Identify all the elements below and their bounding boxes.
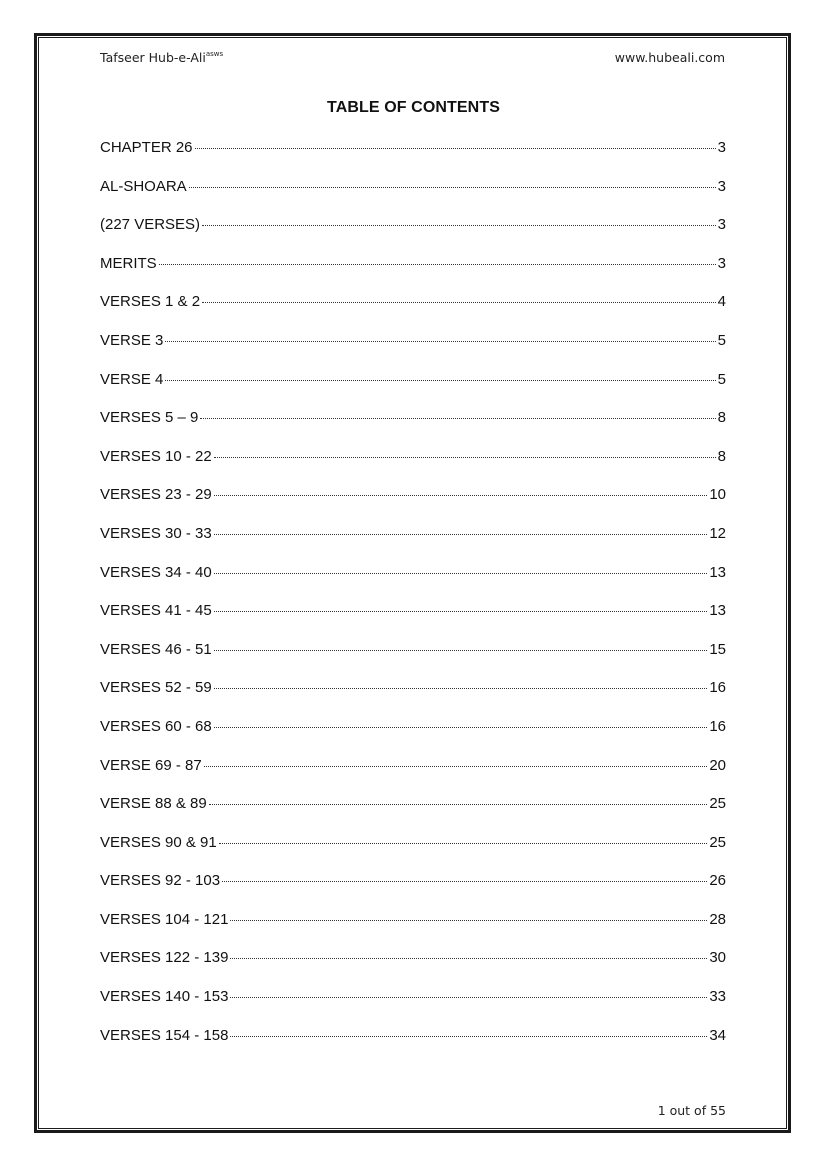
toc-dot-leader — [230, 993, 707, 998]
toc-entry[interactable] — [100, 679, 726, 718]
toc-entry-page: 4 — [717, 293, 726, 311]
toc-entry[interactable] — [100, 409, 726, 448]
toc-entry-label: VERSES 52 - 59 — [100, 679, 212, 697]
toc-entry-label: VERSES 10 - 22 — [100, 447, 212, 465]
toc-entry[interactable] — [100, 911, 726, 950]
toc-dot-leader — [209, 800, 708, 805]
toc-entry[interactable] — [100, 371, 726, 410]
toc-dot-leader — [189, 183, 716, 188]
toc-dot-leader — [214, 453, 716, 458]
toc-entry-page: 3 — [717, 216, 726, 234]
toc-entry-page: 12 — [709, 524, 726, 542]
toc-dot-leader — [165, 337, 715, 342]
toc-entry-page: 30 — [709, 949, 726, 967]
toc-dot-leader — [230, 1032, 707, 1037]
toc-entry-page: 10 — [709, 486, 726, 504]
toc-entry[interactable] — [100, 448, 726, 487]
toc-dot-leader — [195, 144, 716, 149]
toc-entry-label: VERSE 88 & 89 — [100, 795, 207, 813]
toc-entry[interactable] — [100, 949, 726, 988]
toc-entry-label: AL-SHOARA — [100, 177, 187, 195]
header-title-superscript: asws — [205, 50, 224, 58]
toc-dot-leader — [214, 723, 708, 728]
toc-entry-page: 28 — [709, 910, 726, 928]
toc-entry-label: VERSES 60 - 68 — [100, 717, 212, 735]
toc-entry-page: 16 — [709, 717, 726, 735]
toc-entry[interactable] — [100, 178, 726, 217]
toc-entry[interactable] — [100, 293, 726, 332]
toc-entry-page: 3 — [717, 254, 726, 272]
toc-entry[interactable] — [100, 1027, 726, 1066]
toc-entry-label: VERSES 41 - 45 — [100, 602, 212, 620]
toc-entry-page: 15 — [709, 640, 726, 658]
toc-entry-label: VERSES 92 - 103 — [100, 872, 221, 890]
toc-entry-label: VERSES 140 - 153 — [100, 988, 229, 1006]
page-title: TABLE OF CONTENTS — [327, 99, 500, 116]
toc-entry[interactable] — [100, 834, 726, 873]
toc-entry-page: 33 — [709, 988, 726, 1006]
toc-dot-leader — [204, 762, 708, 767]
toc-dot-leader — [230, 954, 707, 959]
toc-entry[interactable] — [100, 718, 726, 757]
table-of-contents — [100, 139, 726, 1065]
toc-dot-leader — [202, 221, 716, 226]
toc-entry[interactable] — [100, 216, 726, 255]
toc-entry-label: VERSES 5 – 9 — [100, 409, 199, 427]
toc-entry-label: VERSE 69 - 87 — [100, 756, 202, 774]
toc-entry-label: VERSE 3 — [100, 331, 164, 349]
toc-entry-label: VERSES 46 - 51 — [100, 640, 212, 658]
toc-entry-label: VERSES 90 & 91 — [100, 833, 217, 851]
toc-entry-label: (227 VERSES) — [100, 216, 201, 234]
toc-entry-page: 8 — [717, 447, 726, 465]
page-number-footer: 1 out of 55 — [657, 1103, 726, 1118]
toc-entry[interactable] — [100, 332, 726, 371]
toc-dot-leader — [214, 491, 708, 496]
toc-entry-page: 25 — [709, 795, 726, 813]
header-document-title — [100, 50, 223, 65]
toc-entry-page: 20 — [709, 756, 726, 774]
toc-dot-leader — [230, 916, 707, 921]
toc-entry[interactable] — [100, 139, 726, 178]
toc-entry[interactable] — [100, 525, 726, 564]
toc-entry-page: 5 — [717, 331, 726, 349]
toc-dot-leader — [202, 298, 716, 303]
header-website: www.hubeali.com — [614, 50, 725, 65]
toc-entry[interactable] — [100, 641, 726, 680]
toc-dot-leader — [159, 260, 716, 265]
toc-entry-page: 8 — [717, 409, 726, 427]
toc-entry-page: 13 — [709, 563, 726, 581]
toc-entry-label: MERITS — [100, 254, 157, 272]
toc-entry-page: 16 — [709, 679, 726, 697]
toc-entry[interactable] — [100, 988, 726, 1027]
toc-entry-label: VERSES 34 - 40 — [100, 563, 212, 581]
toc-entry[interactable] — [100, 757, 726, 796]
toc-dot-leader — [214, 569, 708, 574]
toc-dot-leader — [222, 877, 707, 882]
toc-entry-label: VERSES 30 - 33 — [100, 524, 212, 542]
toc-entry-page: 3 — [717, 139, 726, 156]
toc-entry-page: 26 — [709, 872, 726, 890]
toc-dot-leader — [200, 414, 715, 419]
toc-entry[interactable] — [100, 872, 726, 911]
toc-dot-leader — [214, 530, 708, 535]
toc-entry[interactable] — [100, 255, 726, 294]
toc-entry-page: 3 — [717, 177, 726, 195]
toc-entry-label: VERSE 4 — [100, 370, 164, 388]
toc-entry[interactable] — [100, 486, 726, 525]
toc-entry-page: 5 — [717, 370, 726, 388]
toc-entry-label: VERSES 122 - 139 — [100, 949, 229, 967]
toc-dot-leader — [165, 376, 715, 381]
toc-entry-page: 25 — [709, 833, 726, 851]
toc-entry-label: CHAPTER 26 — [100, 139, 193, 156]
toc-entry-page: 13 — [709, 602, 726, 620]
header-title-text: Tafseer Hub-e-Ali — [100, 50, 206, 65]
toc-entry-label: VERSES 154 - 158 — [100, 1026, 229, 1044]
toc-entry-label: VERSES 23 - 29 — [100, 486, 212, 504]
toc-dot-leader — [214, 646, 708, 651]
toc-entry[interactable] — [100, 564, 726, 603]
toc-dot-leader — [219, 839, 708, 844]
toc-entry-page: 34 — [709, 1026, 726, 1044]
toc-dot-leader — [214, 684, 708, 689]
toc-entry-label: VERSES 104 - 121 — [100, 910, 229, 928]
toc-entry[interactable] — [100, 795, 726, 834]
toc-entry[interactable] — [100, 602, 726, 641]
toc-dot-leader — [214, 607, 708, 612]
toc-entry-label: VERSES 1 & 2 — [100, 293, 201, 311]
